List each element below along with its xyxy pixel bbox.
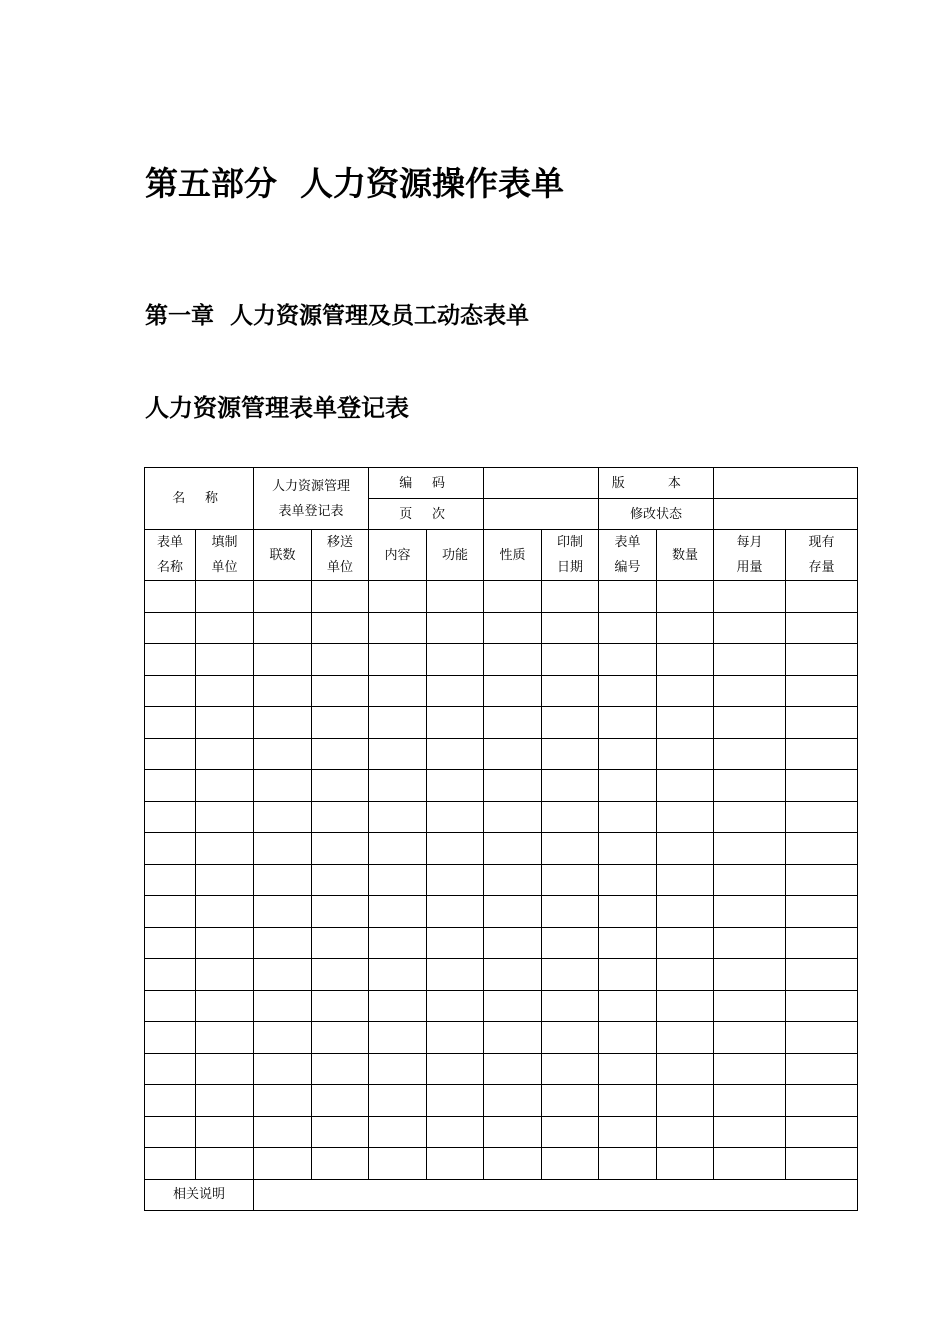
- column-header: 每月 用量: [714, 530, 786, 581]
- table-cell[interactable]: [786, 644, 858, 676]
- table-cell[interactable]: [542, 675, 599, 707]
- table-cell[interactable]: [196, 801, 254, 833]
- table-cell[interactable]: [786, 675, 858, 707]
- table-cell[interactable]: [786, 1116, 858, 1148]
- table-cell[interactable]: [657, 581, 714, 613]
- table-cell[interactable]: [312, 959, 369, 991]
- table-cell[interactable]: [657, 959, 714, 991]
- table-cell[interactable]: [484, 927, 542, 959]
- column-header-row: [145, 530, 858, 581]
- table-cell[interactable]: [542, 896, 599, 928]
- table-cell[interactable]: [145, 675, 196, 707]
- table-cell[interactable]: [714, 644, 786, 676]
- table-cell[interactable]: [312, 927, 369, 959]
- table-cell[interactable]: [542, 738, 599, 770]
- table-cell[interactable]: [427, 990, 484, 1022]
- table-row: [145, 1116, 858, 1148]
- table-cell[interactable]: [254, 864, 312, 896]
- table-cell[interactable]: [542, 770, 599, 802]
- table-cell[interactable]: [427, 644, 484, 676]
- table-cell[interactable]: [484, 644, 542, 676]
- table-cell[interactable]: [145, 738, 196, 770]
- table-cell[interactable]: [369, 896, 427, 928]
- table-cell[interactable]: [312, 990, 369, 1022]
- table-cell[interactable]: [657, 896, 714, 928]
- table-cell[interactable]: [427, 675, 484, 707]
- table-row: [145, 612, 858, 644]
- column-header: 印制 日期: [542, 530, 599, 581]
- table-cell[interactable]: [196, 738, 254, 770]
- table-cell[interactable]: [369, 675, 427, 707]
- table-cell[interactable]: [484, 864, 542, 896]
- table-cell[interactable]: [369, 959, 427, 991]
- table-cell[interactable]: [312, 1116, 369, 1148]
- table-cell[interactable]: [542, 644, 599, 676]
- table-cell[interactable]: [786, 738, 858, 770]
- table-cell[interactable]: [657, 644, 714, 676]
- table-cell[interactable]: [714, 612, 786, 644]
- column-header: 表单 名称: [145, 530, 196, 581]
- table-row: [145, 707, 858, 739]
- table-cell[interactable]: [657, 990, 714, 1022]
- table-cell[interactable]: [254, 1085, 312, 1117]
- revision-status-label: 修改状态: [599, 499, 714, 530]
- table-cell[interactable]: [542, 1022, 599, 1054]
- table-cell[interactable]: [145, 581, 196, 613]
- table-cell[interactable]: [714, 864, 786, 896]
- table-cell[interactable]: [786, 581, 858, 613]
- table-cell[interactable]: [254, 612, 312, 644]
- table-cell[interactable]: [657, 864, 714, 896]
- table-row: [145, 770, 858, 802]
- table-cell[interactable]: [542, 801, 599, 833]
- table-cell[interactable]: [484, 581, 542, 613]
- table-cell[interactable]: [484, 612, 542, 644]
- table-cell[interactable]: [427, 1053, 484, 1085]
- table-cell[interactable]: [714, 1085, 786, 1117]
- column-header: 性质: [484, 530, 542, 581]
- table-cell[interactable]: [254, 1116, 312, 1148]
- table-cell[interactable]: [196, 927, 254, 959]
- table-row: [145, 675, 858, 707]
- table-cell[interactable]: [145, 801, 196, 833]
- table-cell[interactable]: [312, 738, 369, 770]
- table-cell[interactable]: [714, 833, 786, 865]
- table-cell[interactable]: [786, 896, 858, 928]
- part-title: 第五部分 人力资源操作表单: [145, 164, 564, 203]
- table-cell[interactable]: [484, 1053, 542, 1085]
- table-cell[interactable]: [427, 581, 484, 613]
- table-cell[interactable]: [427, 738, 484, 770]
- table-cell[interactable]: [484, 675, 542, 707]
- table-cell[interactable]: [714, 927, 786, 959]
- table-cell[interactable]: [196, 864, 254, 896]
- table-cell[interactable]: [254, 1053, 312, 1085]
- table-cell[interactable]: [484, 770, 542, 802]
- table-cell[interactable]: [145, 707, 196, 739]
- table-cell[interactable]: [254, 738, 312, 770]
- table-row: [145, 738, 858, 770]
- column-header: 内容: [369, 530, 427, 581]
- table-cell[interactable]: [599, 1116, 657, 1148]
- column-header: 联数: [254, 530, 312, 581]
- table-cell[interactable]: [369, 612, 427, 644]
- table-cell[interactable]: [786, 1148, 858, 1180]
- table-cell[interactable]: [657, 612, 714, 644]
- table-cell[interactable]: [196, 644, 254, 676]
- column-header: 表单 编号: [599, 530, 657, 581]
- table-cell[interactable]: [786, 927, 858, 959]
- table-cell[interactable]: [657, 1022, 714, 1054]
- table-cell[interactable]: [369, 644, 427, 676]
- table-cell[interactable]: [145, 1085, 196, 1117]
- registration-form-table: [144, 467, 858, 1211]
- table-cell[interactable]: [786, 1053, 858, 1085]
- table-cell[interactable]: [657, 675, 714, 707]
- table-cell[interactable]: [145, 1022, 196, 1054]
- table-cell[interactable]: [369, 770, 427, 802]
- table-cell[interactable]: [254, 896, 312, 928]
- table-cell[interactable]: [254, 707, 312, 739]
- table-cell[interactable]: [714, 675, 786, 707]
- table-cell[interactable]: [714, 1022, 786, 1054]
- table-cell[interactable]: [599, 707, 657, 739]
- table-cell[interactable]: [145, 1116, 196, 1148]
- table-cell[interactable]: [714, 707, 786, 739]
- column-header: 移送 单位: [312, 530, 369, 581]
- table-cell[interactable]: [484, 959, 542, 991]
- table-cell[interactable]: [312, 770, 369, 802]
- table-cell[interactable]: [657, 801, 714, 833]
- table-cell[interactable]: [254, 675, 312, 707]
- table-row: [145, 1053, 858, 1085]
- table-cell[interactable]: [599, 990, 657, 1022]
- table-cell[interactable]: [599, 675, 657, 707]
- table-cell[interactable]: [369, 833, 427, 865]
- table-cell[interactable]: [312, 612, 369, 644]
- table-cell[interactable]: [484, 896, 542, 928]
- table-cell[interactable]: [786, 707, 858, 739]
- table-cell[interactable]: [542, 833, 599, 865]
- table-cell[interactable]: [427, 833, 484, 865]
- table-row: [145, 990, 858, 1022]
- table-cell[interactable]: [145, 927, 196, 959]
- column-header: 功能: [427, 530, 484, 581]
- table-cell[interactable]: [369, 581, 427, 613]
- table-cell[interactable]: [196, 1148, 254, 1180]
- column-header: 填制 单位: [196, 530, 254, 581]
- table-cell[interactable]: [196, 770, 254, 802]
- table-cell[interactable]: [599, 864, 657, 896]
- table-cell[interactable]: [427, 707, 484, 739]
- chapter-title: 第一章 人力资源管理及员工动态表单: [145, 303, 530, 329]
- table-cell[interactable]: [427, 1148, 484, 1180]
- table-cell[interactable]: [369, 1053, 427, 1085]
- table-cell[interactable]: [369, 738, 427, 770]
- table-cell[interactable]: [484, 1085, 542, 1117]
- table-cell[interactable]: [786, 833, 858, 865]
- page-value[interactable]: [484, 499, 599, 530]
- table-cell[interactable]: [312, 1085, 369, 1117]
- table-cell[interactable]: [427, 896, 484, 928]
- table-cell[interactable]: [542, 612, 599, 644]
- table-cell[interactable]: [254, 990, 312, 1022]
- table-cell[interactable]: [145, 896, 196, 928]
- table-cell[interactable]: [427, 1022, 484, 1054]
- table-cell[interactable]: [599, 959, 657, 991]
- table-cell[interactable]: [542, 1116, 599, 1148]
- table-cell[interactable]: [657, 927, 714, 959]
- table-cell[interactable]: [196, 990, 254, 1022]
- table-row: [145, 833, 858, 865]
- table-cell[interactable]: [657, 1116, 714, 1148]
- table-cell[interactable]: [714, 1053, 786, 1085]
- table-cell[interactable]: [369, 1116, 427, 1148]
- table-cell[interactable]: [427, 1085, 484, 1117]
- table-cell[interactable]: [542, 581, 599, 613]
- table-cell[interactable]: [254, 770, 312, 802]
- table-cell[interactable]: [714, 581, 786, 613]
- table-cell[interactable]: [542, 1148, 599, 1180]
- table-cell[interactable]: [312, 707, 369, 739]
- table-cell[interactable]: [786, 770, 858, 802]
- version-label: 版 本: [599, 468, 714, 499]
- table-cell[interactable]: [599, 1148, 657, 1180]
- table-cell[interactable]: [196, 959, 254, 991]
- table-cell[interactable]: [599, 896, 657, 928]
- table-cell[interactable]: [312, 1022, 369, 1054]
- table-cell[interactable]: [145, 959, 196, 991]
- table-cell[interactable]: [542, 1085, 599, 1117]
- table-cell[interactable]: [714, 1148, 786, 1180]
- code-value[interactable]: [484, 468, 599, 499]
- table-cell[interactable]: [542, 1053, 599, 1085]
- table-cell[interactable]: [312, 581, 369, 613]
- table-cell[interactable]: [542, 927, 599, 959]
- table-cell[interactable]: [369, 1148, 427, 1180]
- name-label: 名 称: [145, 468, 254, 530]
- table-cell[interactable]: [786, 1085, 858, 1117]
- table-cell[interactable]: [542, 707, 599, 739]
- table-cell[interactable]: [369, 864, 427, 896]
- table-cell[interactable]: [786, 990, 858, 1022]
- table-cell[interactable]: [786, 959, 858, 991]
- table-cell[interactable]: [657, 1085, 714, 1117]
- revision-status-value[interactable]: [714, 499, 858, 530]
- table-row: [145, 959, 858, 991]
- column-header: 数量: [657, 530, 714, 581]
- table-cell[interactable]: [427, 927, 484, 959]
- table-cell[interactable]: [369, 707, 427, 739]
- table-cell[interactable]: [369, 1085, 427, 1117]
- table-cell[interactable]: [599, 833, 657, 865]
- table-row: [145, 1022, 858, 1054]
- table-cell[interactable]: [714, 770, 786, 802]
- table-row: [145, 896, 858, 928]
- table-cell[interactable]: [312, 801, 369, 833]
- table-cell[interactable]: [312, 896, 369, 928]
- table-cell[interactable]: [599, 927, 657, 959]
- table-cell[interactable]: [599, 581, 657, 613]
- table-cell[interactable]: [427, 612, 484, 644]
- table-cell[interactable]: [657, 738, 714, 770]
- table-cell[interactable]: [254, 959, 312, 991]
- table-cell[interactable]: [657, 707, 714, 739]
- table-cell[interactable]: [786, 612, 858, 644]
- table-cell[interactable]: [196, 1022, 254, 1054]
- table-cell[interactable]: [484, 1022, 542, 1054]
- table-cell[interactable]: [599, 1053, 657, 1085]
- table-cell[interactable]: [145, 770, 196, 802]
- table-cell[interactable]: [599, 612, 657, 644]
- table-cell[interactable]: [657, 1148, 714, 1180]
- table-cell[interactable]: [542, 990, 599, 1022]
- table-cell[interactable]: [657, 1053, 714, 1085]
- table-cell[interactable]: [196, 1116, 254, 1148]
- table-cell[interactable]: [484, 707, 542, 739]
- table-cell[interactable]: [196, 833, 254, 865]
- table-cell[interactable]: [312, 1053, 369, 1085]
- table-cell[interactable]: [427, 1116, 484, 1148]
- table-cell[interactable]: [427, 864, 484, 896]
- table-cell[interactable]: [196, 581, 254, 613]
- table-cell[interactable]: [427, 959, 484, 991]
- table-cell[interactable]: [599, 1085, 657, 1117]
- table-cell[interactable]: [484, 1116, 542, 1148]
- table-cell[interactable]: [196, 707, 254, 739]
- table-cell[interactable]: [369, 990, 427, 1022]
- table-cell[interactable]: [599, 770, 657, 802]
- table-cell[interactable]: [714, 1116, 786, 1148]
- name-value[interactable]: 人力资源管理表单登记表: [254, 468, 369, 530]
- table-cell[interactable]: [657, 770, 714, 802]
- table-cell[interactable]: [427, 770, 484, 802]
- table-cell[interactable]: [254, 581, 312, 613]
- table-cell[interactable]: [254, 927, 312, 959]
- table-cell[interactable]: [369, 927, 427, 959]
- table-cell[interactable]: [196, 675, 254, 707]
- table-cell[interactable]: [599, 801, 657, 833]
- table-cell[interactable]: [484, 801, 542, 833]
- table-cell[interactable]: [427, 801, 484, 833]
- table-cell[interactable]: [714, 959, 786, 991]
- table-cell[interactable]: [542, 864, 599, 896]
- table-cell[interactable]: [254, 644, 312, 676]
- table-cell[interactable]: [786, 1022, 858, 1054]
- table-cell[interactable]: [196, 612, 254, 644]
- table-cell[interactable]: [196, 896, 254, 928]
- table-cell[interactable]: [369, 1022, 427, 1054]
- table-cell[interactable]: [599, 1022, 657, 1054]
- table-cell[interactable]: [145, 833, 196, 865]
- table-cell[interactable]: [145, 864, 196, 896]
- table-cell[interactable]: [254, 801, 312, 833]
- table-cell[interactable]: [599, 738, 657, 770]
- table-row: [145, 801, 858, 833]
- table-cell[interactable]: [145, 644, 196, 676]
- table-cell[interactable]: [254, 1022, 312, 1054]
- table-cell[interactable]: [786, 801, 858, 833]
- table-cell[interactable]: [312, 864, 369, 896]
- table-cell[interactable]: [484, 738, 542, 770]
- table-row: [145, 864, 858, 896]
- table-cell[interactable]: [484, 990, 542, 1022]
- form-title: 人力资源管理表单登记表: [145, 394, 409, 422]
- table-cell[interactable]: [369, 801, 427, 833]
- code-label: 编 码: [369, 468, 484, 499]
- table-cell[interactable]: [254, 833, 312, 865]
- table-cell[interactable]: [145, 1148, 196, 1180]
- column-header: 现有 存量: [786, 530, 858, 581]
- table-row: [145, 1148, 858, 1180]
- table-cell[interactable]: [145, 1053, 196, 1085]
- table-cell[interactable]: [786, 864, 858, 896]
- notes-label: 相关说明: [145, 1179, 254, 1210]
- table-row: [145, 581, 858, 613]
- table-row: [145, 927, 858, 959]
- table-cell[interactable]: [196, 1085, 254, 1117]
- table-cell[interactable]: [657, 833, 714, 865]
- table-cell[interactable]: [542, 959, 599, 991]
- table-cell[interactable]: [714, 738, 786, 770]
- table-cell[interactable]: [145, 612, 196, 644]
- table-cell[interactable]: [312, 675, 369, 707]
- page-label: 页 次: [369, 499, 484, 530]
- table-cell[interactable]: [196, 1053, 254, 1085]
- table-cell[interactable]: [484, 833, 542, 865]
- table-cell[interactable]: [714, 896, 786, 928]
- table-row: [145, 644, 858, 676]
- version-value[interactable]: [714, 468, 858, 499]
- table-cell[interactable]: [254, 1148, 312, 1180]
- table-cell[interactable]: [714, 990, 786, 1022]
- table-cell[interactable]: [312, 833, 369, 865]
- notes-value[interactable]: [254, 1179, 858, 1210]
- table-cell[interactable]: [484, 1148, 542, 1180]
- table-cell[interactable]: [312, 1148, 369, 1180]
- table-cell[interactable]: [714, 801, 786, 833]
- table-cell[interactable]: [312, 644, 369, 676]
- table-cell[interactable]: [145, 990, 196, 1022]
- table-row: [145, 1085, 858, 1117]
- table-cell[interactable]: [599, 644, 657, 676]
